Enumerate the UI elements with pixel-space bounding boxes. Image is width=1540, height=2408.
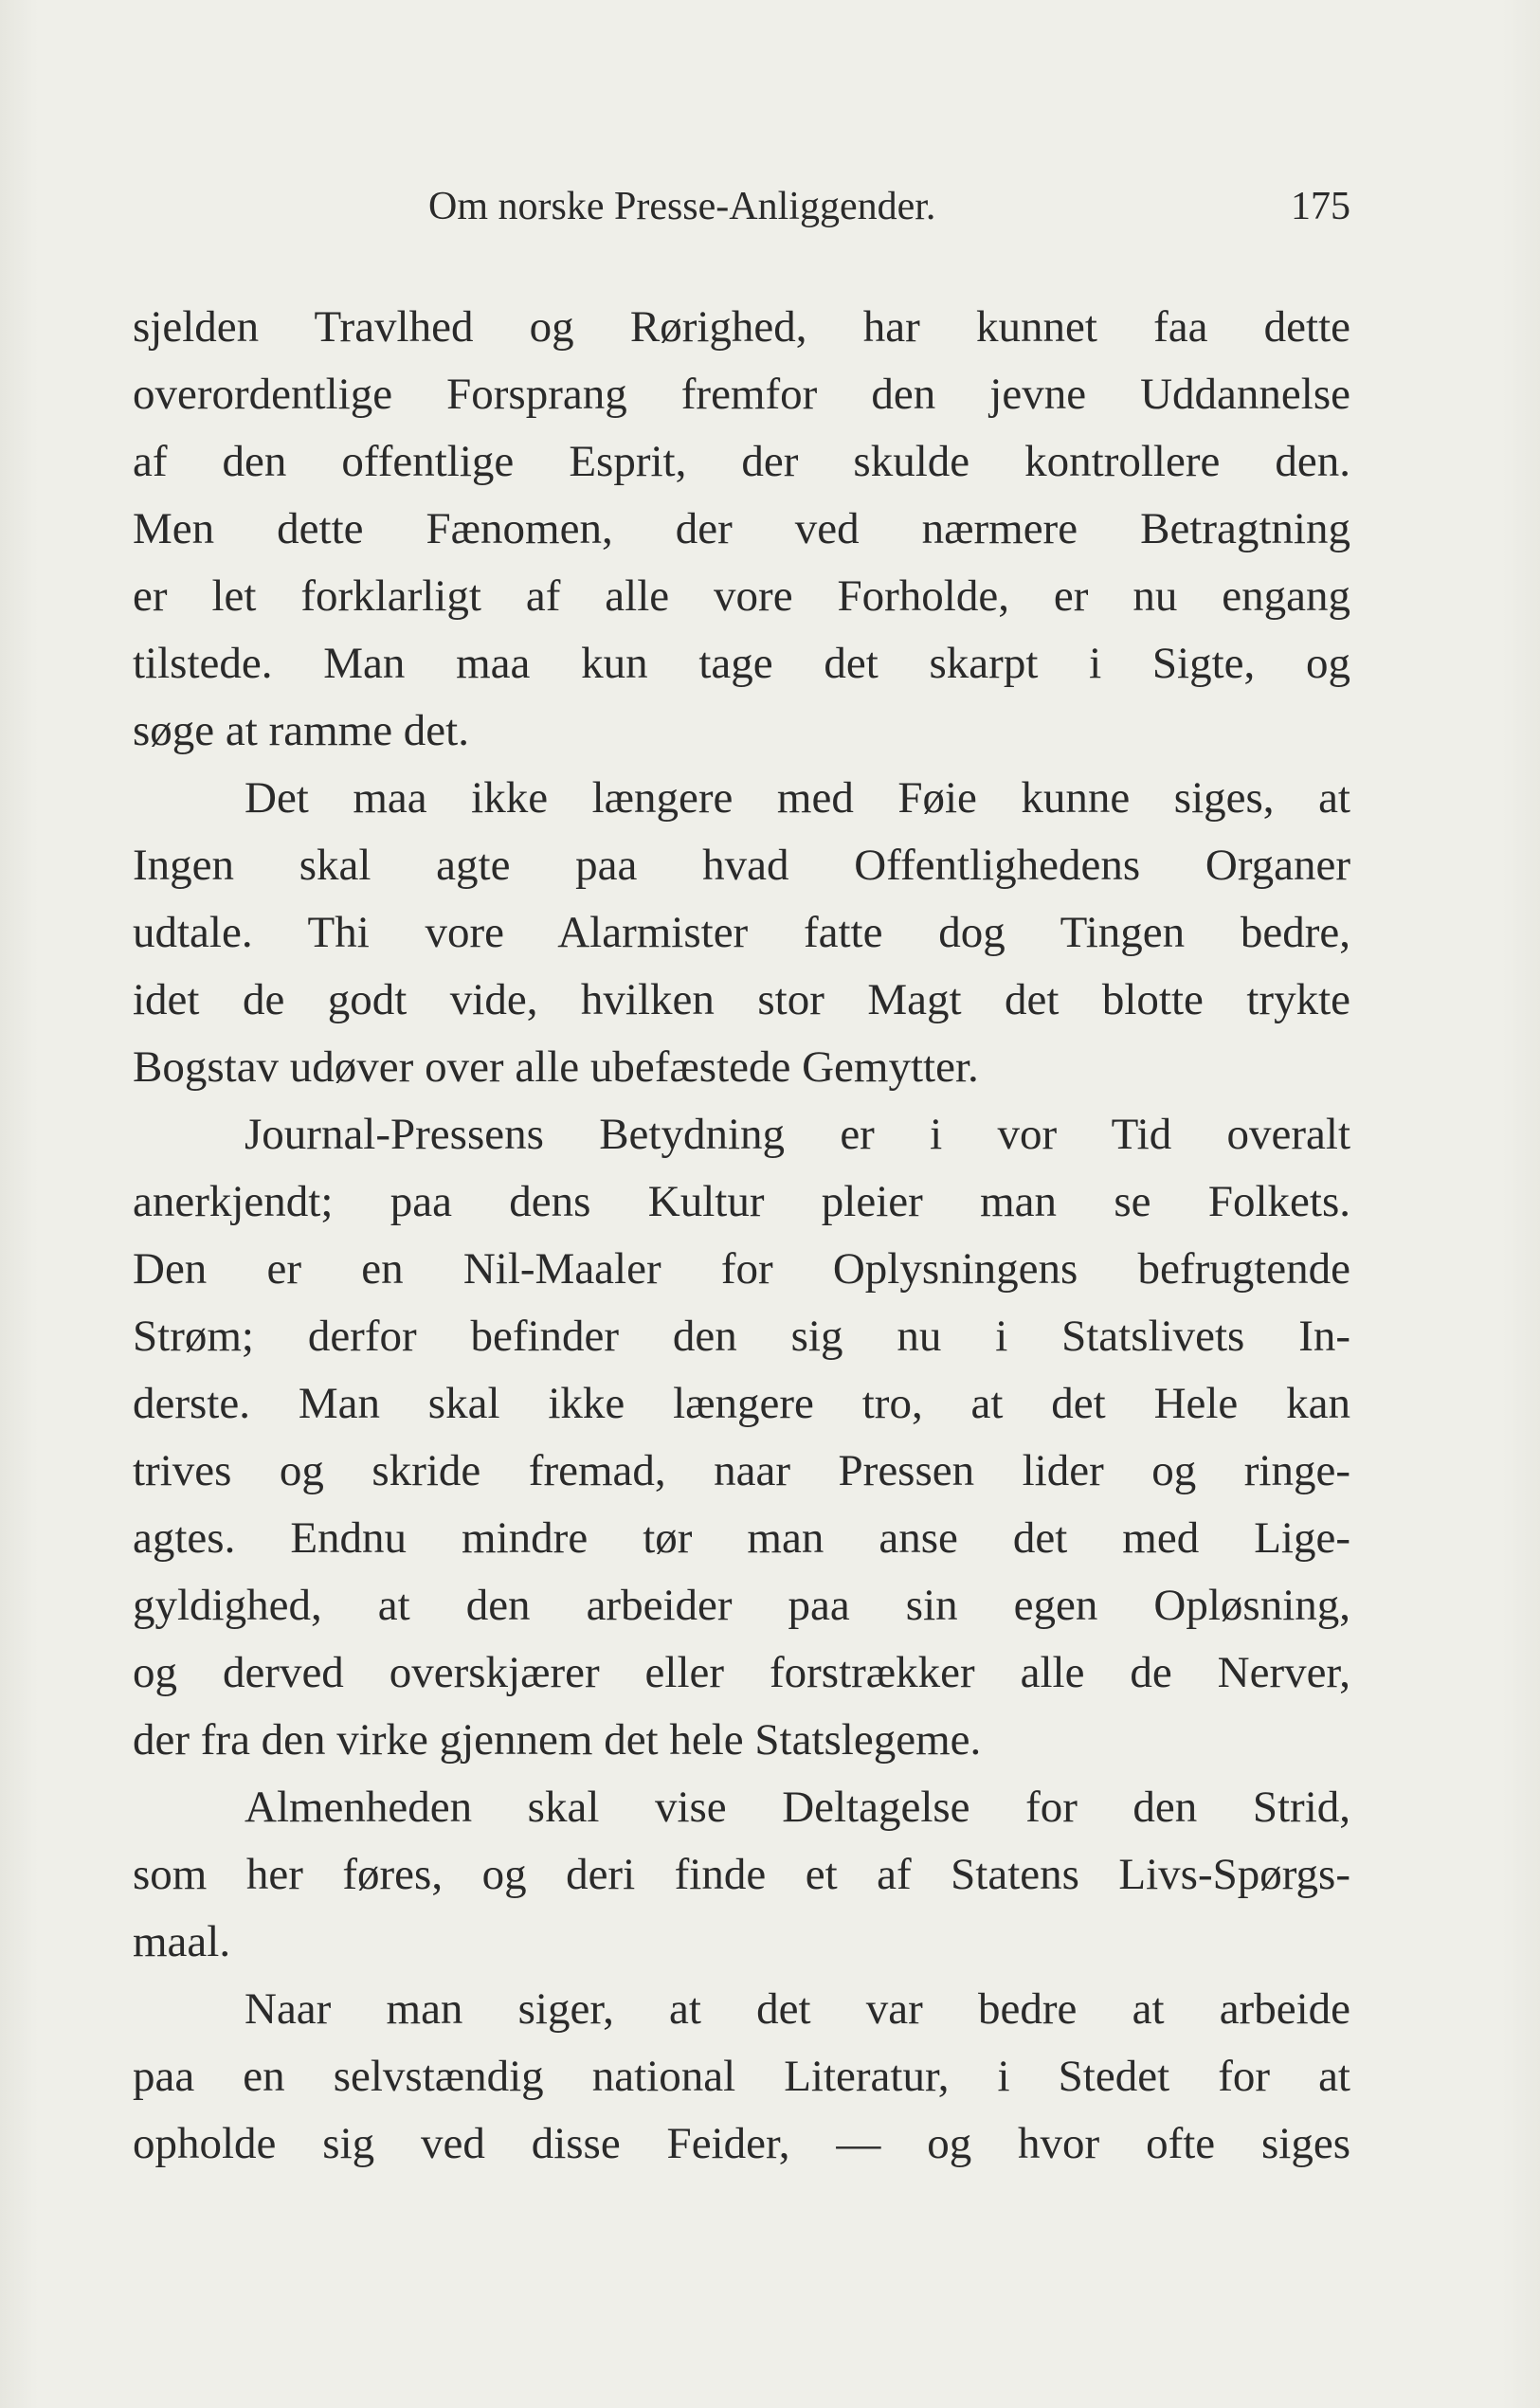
text-line: søge at ramme det. <box>133 706 469 755</box>
text-line: tilstede. Man maa kun tage det skarpt i Sigte, og <box>133 639 1350 688</box>
page-number: 175 <box>1291 185 1350 228</box>
text-line: Ingen skal agte paa hvad Offentlighedens Organer <box>133 841 1350 890</box>
text-line: trives og skride fremad, naar Pressen lider og ringe- <box>133 1446 1350 1495</box>
text-line: anerkjendt; paa dens Kultur pleier man se Folkets. <box>133 1177 1350 1226</box>
text-line: paa en selvstændig national Literatur, i Stedet for at <box>133 2052 1350 2101</box>
text-line: gyldighed, at den arbeider paa sin egen Opløsning, <box>133 1581 1350 1630</box>
page-header <box>133 178 1350 235</box>
text-line: sjelden Travlhed og Rørighed, har kunnet faa dette <box>133 302 1350 352</box>
body-text <box>133 294 1350 2178</box>
text-line: agtes. Endnu mindre tør man anse det med Lige- <box>133 1513 1350 1563</box>
text-line: som her føres, og deri finde et af Statens Livs-Spørgs- <box>133 1850 1350 1899</box>
text-line: overordentlige Forsprang fremfor den jevne Uddannelse <box>133 370 1350 419</box>
text-line: og derved overskjærer eller forstrækker alle de Nerver, <box>133 1648 1350 1697</box>
text-line: Naar man siger, at det var bedre at arbeide <box>245 1984 1350 2034</box>
text-line: Men dette Fænomen, der ved nærmere Betragtning <box>133 504 1350 553</box>
text-line: Det maa ikke længere med Føie kunne siges, at <box>245 773 1350 823</box>
text-line: Journal-Pressens Betydning er i vor Tid overalt <box>245 1110 1350 1159</box>
text-line: udtale. Thi vore Alarmister fatte dog Tingen bedre, <box>133 908 1350 957</box>
text-line: er let forklarligt af alle vore Forholde, er nu engang <box>133 571 1350 621</box>
text-line: Strøm; derfor befinder den sig nu i Statslivets In- <box>133 1312 1350 1361</box>
text-line: maal. <box>133 1917 231 1966</box>
running-title: Om norske Presse-Anliggender. <box>428 185 936 228</box>
text-line: der fra den virke gjennem det hele Statslegeme. <box>133 1715 982 1765</box>
text-line: Bogstav udøver over alle ubefæstede Gemytter. <box>133 1042 979 1092</box>
text-line: Almenheden skal vise Deltagelse for den Strid, <box>245 1783 1350 1832</box>
text-line: idet de godt vide, hvilken stor Magt det blotte trykte <box>133 975 1350 1024</box>
text-line: Den er en Nil-Maaler for Oplysningens befrugtende <box>133 1244 1350 1294</box>
text-line: opholde sig ved disse Feider, — og hvor ofte siges <box>133 2119 1350 2168</box>
text-line: derste. Man skal ikke længere tro, at det Hele kan <box>133 1379 1350 1428</box>
text-line: af den offentlige Esprit, der skulde kontrollere den. <box>133 437 1350 486</box>
